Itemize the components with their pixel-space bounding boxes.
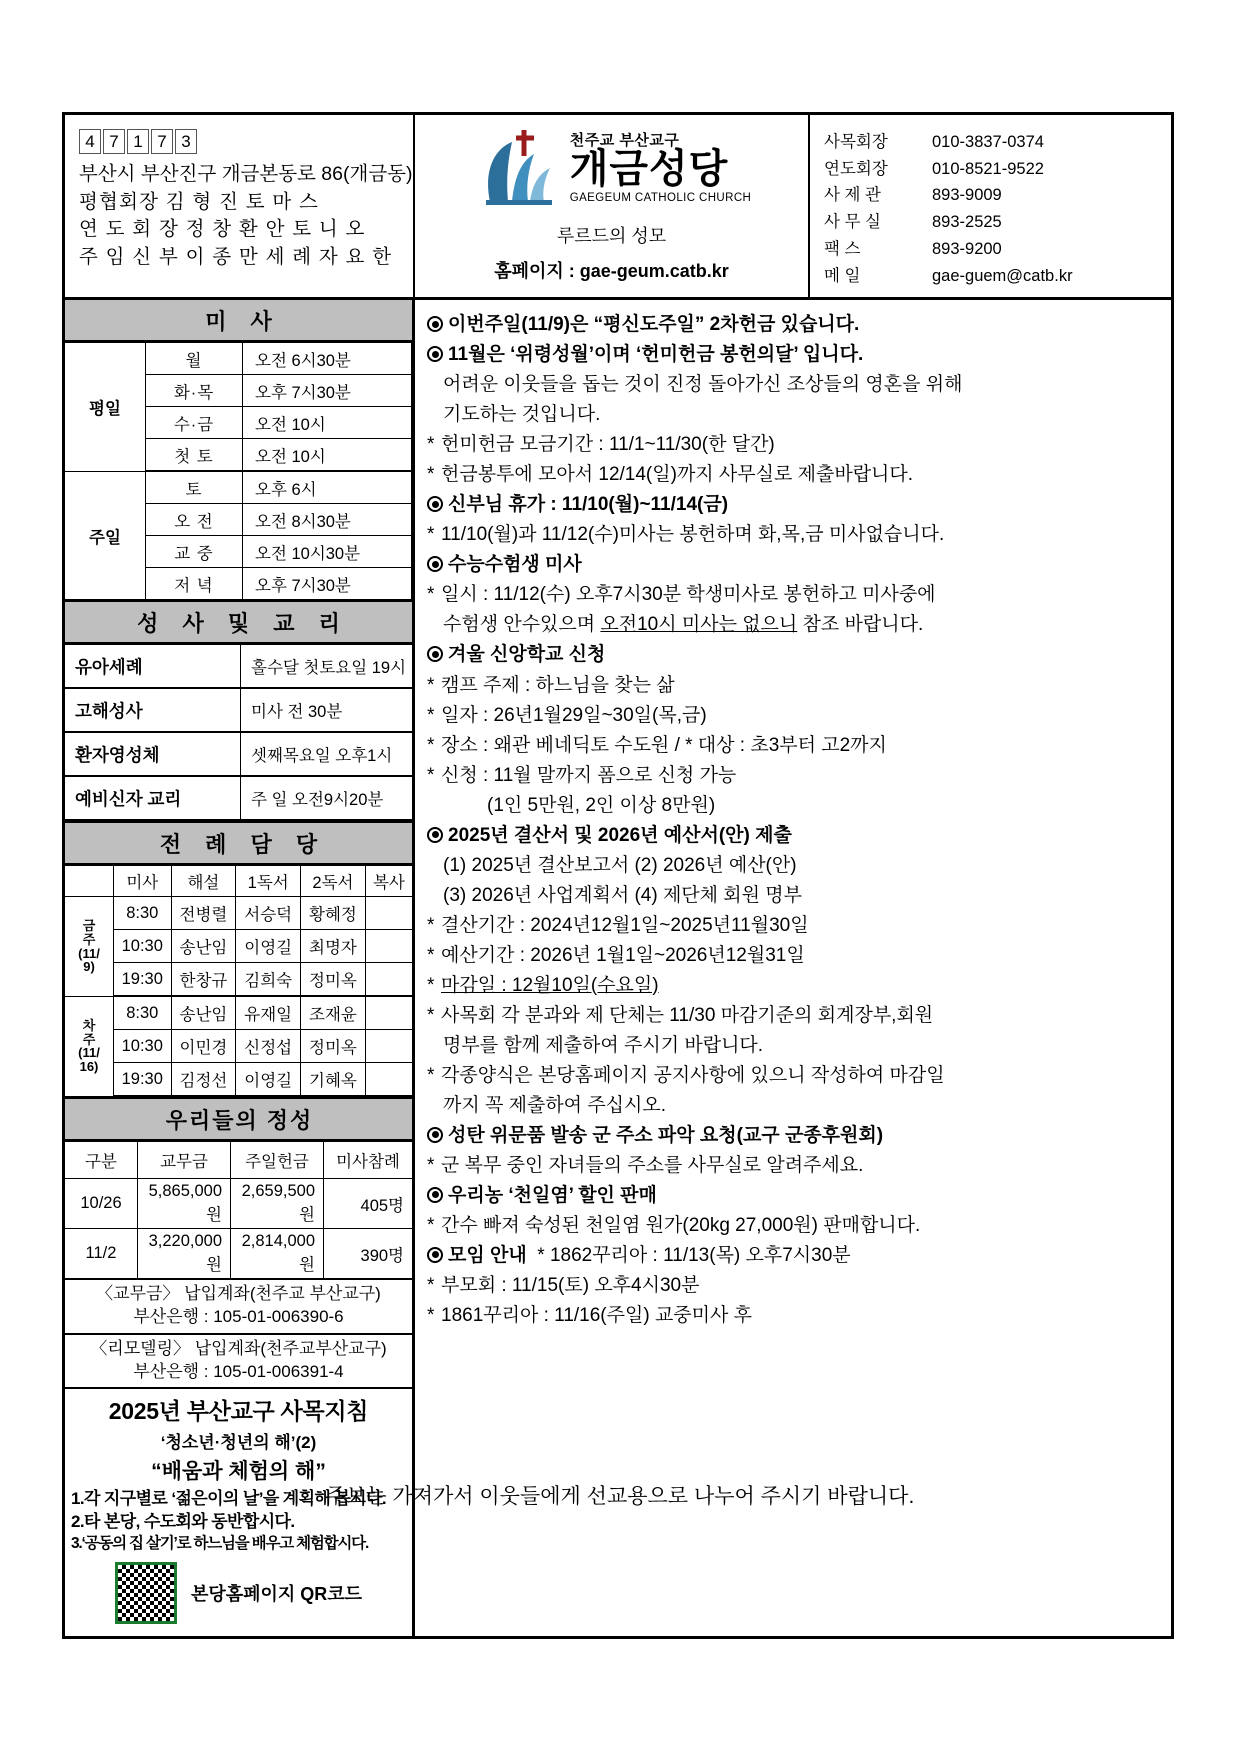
mass-day: 화·목 (146, 375, 243, 407)
church-logo (421, 123, 802, 215)
mass-day: 오 전 (146, 504, 243, 536)
liturgy-col-week (65, 866, 114, 897)
announcement-text: 까지 꼭 제출하여 주십시오. (443, 1094, 667, 1116)
announcement-text: 어려운 이웃들을 돕는 것이 진정 돌아가신 조상들의 영혼을 위해 (443, 374, 963, 396)
liturgy-section-title: 전 례 담 당 (65, 821, 412, 865)
announcement-item (427, 1151, 1163, 1181)
table-row (65, 963, 412, 997)
mass-schedule-table (65, 342, 412, 600)
mass-time: 오후 7시30분 (243, 375, 412, 407)
offering-table (65, 1141, 412, 1280)
table-row (65, 343, 412, 375)
announcement-item (427, 1001, 1163, 1031)
announcement-item (427, 520, 1163, 550)
pastoral-guideline-block (65, 1389, 412, 1636)
liturgy-server (365, 897, 412, 930)
account-dues (65, 1280, 412, 1335)
liturgy-col-mass: 미사 (114, 866, 172, 897)
guideline-title: 2025년 부산교구 사목지침 (108, 1398, 369, 1425)
sacrament-name: 유아세례 (65, 645, 241, 689)
announcement-item (427, 400, 1163, 430)
qr-code-label: 본당홈페이지 QR코드 (190, 1584, 363, 1605)
liturgy-reading1: 유재일 (236, 996, 301, 1030)
table-row (65, 1030, 412, 1063)
liturgy-server (365, 1063, 412, 1097)
liturgy-commentator: 송난임 (171, 930, 236, 963)
zipcode-digit: 1 (127, 129, 149, 154)
table-row (65, 897, 412, 930)
liturgy-commentator: 송난임 (171, 996, 236, 1030)
announcement-item (427, 550, 1163, 580)
announcements-column (415, 300, 1171, 1636)
table-row (65, 645, 412, 689)
role-lay-president: 평협회장 김 형 진 토 마 스 (79, 190, 320, 213)
table-row (65, 1229, 412, 1280)
table-row (65, 776, 412, 820)
asterisk-icon: * (427, 1274, 435, 1296)
liturgy-server (365, 963, 412, 997)
asterisk-icon: * (427, 434, 435, 456)
liturgy-col-server: 복사 (365, 866, 412, 897)
account-remodeling-number: 부산은행 : 105-01-006391-4 (133, 1361, 344, 1381)
week-label-line: (11/ (78, 945, 100, 961)
church-wordmark (570, 133, 752, 204)
account-remodeling (65, 1335, 412, 1390)
mass-day: 수·금 (146, 407, 243, 439)
filled-circle-icon (427, 316, 443, 332)
announcement-item (427, 1181, 1163, 1211)
asterisk-icon: * (427, 704, 435, 726)
liturgy-reading2: 정미옥 (301, 963, 366, 997)
offering-col-period: 구분 (65, 1142, 138, 1179)
contact-label: 사 제 관 (824, 186, 881, 205)
announcement-item (427, 370, 1163, 400)
account-remodeling-title: 〈리모델링〉 납입계좌(천주교부산교구) (90, 1338, 387, 1358)
announcement-item (427, 340, 1163, 370)
contact-value: 893-9200 (932, 239, 1002, 258)
liturgy-week-label-next (65, 996, 114, 1096)
account-dues-title: 〈교무금〉 납입계좌(천주교 부산교구) (96, 1284, 381, 1304)
offering-dues: 5,865,000원 (138, 1179, 231, 1229)
liturgy-time: 10:30 (114, 1030, 172, 1063)
table-header-row (65, 1142, 412, 1179)
announcement-text: 신청 : 11월 말까지 폼으로 신청 가능 (441, 764, 737, 786)
announcement-text-tail: * 1862꾸리아 : 11/13(목) 오후7시30분 (537, 1244, 851, 1266)
filled-circle-icon (427, 827, 443, 843)
announcement-item (427, 610, 1163, 640)
guideline-item: 1.각 지구별로 ‘젊은이의 날’을 계획해 봅시다. (71, 1489, 386, 1509)
guideline-subtitle-2: “배움과 체험의 해” (151, 1460, 326, 1484)
announcement-text-deadline: 마감일 : 12월10일(수요일) (441, 974, 659, 996)
week-label-line: 주 (82, 931, 96, 947)
announcement-text: 캠프 주제 : 하느님을 찾는 삶 (441, 674, 675, 696)
announcement-item (427, 1271, 1163, 1301)
liturgy-time: 19:30 (114, 1063, 172, 1097)
week-label-line: 9) (83, 959, 95, 975)
mass-group-sunday: 주일 (65, 471, 146, 600)
zipcode-digit: 7 (103, 129, 125, 154)
sacrament-value: 셋째목요일 오후1시 (241, 732, 413, 776)
table-row (65, 1063, 412, 1097)
asterisk-icon: * (427, 734, 435, 756)
mass-day: 월 (146, 343, 243, 375)
contact-row (824, 263, 1163, 290)
filled-circle-icon (427, 1247, 443, 1263)
offering-sunday: 2,659,500원 (231, 1179, 324, 1229)
announcement-text: 11/10(월)과 11/12(수)미사는 봉헌하며 화,목,금 미사없습니다. (441, 524, 945, 546)
announcement-item (427, 701, 1163, 731)
table-header-row (65, 866, 412, 897)
announcement-text: 기도하는 것입니다. (443, 404, 601, 426)
bulletin-page (62, 112, 1174, 1639)
liturgy-reading2: 조재윤 (301, 996, 366, 1030)
table-row (65, 732, 412, 776)
mass-time: 오전 6시30분 (243, 343, 412, 375)
contact-value: 010-8521-9522 (932, 159, 1044, 178)
announcement-text: 헌금봉투에 모아서 12/14(일)까지 사무실로 제출바랍니다. (441, 464, 914, 486)
announcement-item (427, 310, 1163, 340)
contact-row (824, 182, 1163, 209)
announcement-item (427, 671, 1163, 701)
offering-dues: 3,220,000원 (138, 1229, 231, 1280)
filled-circle-icon (427, 556, 443, 572)
announcement-text: 수능수험생 미사 (448, 554, 582, 576)
announcement-text: 예산기간 : 2026년 1월1일~2026년12월31일 (441, 944, 805, 966)
contact-row (824, 209, 1163, 236)
contact-label: 메 일 (824, 266, 861, 285)
asterisk-icon: * (427, 944, 435, 966)
contact-label: 사목회장 (824, 133, 888, 151)
announcement-text: 결산기간 : 2024년12월1일~2025년11월30일 (441, 914, 809, 936)
announcement-text: 일자 : 26년1월29일~30일(목,금) (441, 704, 707, 726)
liturgy-server (365, 930, 412, 963)
liturgy-reading2: 정미옥 (301, 1030, 366, 1063)
contact-row (824, 129, 1163, 156)
asterisk-icon: * (427, 974, 435, 996)
announcement-item (427, 941, 1163, 971)
liturgy-reading1: 이영길 (236, 1063, 301, 1097)
liturgy-reading1: 서승덕 (236, 897, 301, 930)
contact-row (824, 236, 1163, 263)
liturgy-col-reading1: 1독서 (236, 866, 301, 897)
liturgy-server (365, 1030, 412, 1063)
liturgy-col-commentator: 해설 (171, 866, 236, 897)
announcement-item (427, 430, 1163, 460)
announcement-text: 간수 빠져 숙성된 천일염 원가(20kg 27,000원) 판매합니다. (441, 1214, 921, 1236)
mass-time: 오전 8시30분 (243, 504, 412, 536)
announcement-text: 11월은 ‘위령성월’이며 ‘헌미헌금 봉헌의달’ 입니다. (448, 344, 864, 366)
announcement-item (427, 971, 1163, 1001)
offering-attendance: 390명 (324, 1229, 413, 1280)
announcement-emphasis: 오전10시 미사는 없으니 (600, 614, 798, 636)
filled-circle-icon (427, 1127, 443, 1143)
mass-day: 교 중 (146, 536, 243, 568)
contact-label: 사 무 실 (824, 213, 881, 232)
offering-col-sunday: 주일헌금 (231, 1142, 324, 1179)
mass-group-weekday: 평일 (65, 343, 146, 472)
announcement-text: 명부를 함께 제출하여 주시기 바랍니다. (443, 1034, 764, 1056)
church-name: 개금성당 (569, 147, 729, 192)
liturgy-reading1: 김희숙 (236, 963, 301, 997)
announcement-item (427, 1301, 1163, 1331)
announcement-text: (1) 2025년 결산보고서 (2) 2026년 예산(안) (443, 854, 797, 876)
announcement-item (427, 1061, 1163, 1091)
zipcode-digit: 4 (79, 129, 101, 154)
table-row (65, 996, 412, 1030)
asterisk-icon: * (427, 1154, 435, 1176)
week-label-line: 주 (82, 1031, 96, 1047)
announcement-text: 수험생 안수있으며 (443, 614, 601, 636)
liturgy-commentator: 이민경 (171, 1030, 236, 1063)
filled-circle-icon (427, 496, 443, 512)
announcement-item (427, 1031, 1163, 1061)
week-label-line: 금 (82, 918, 96, 934)
offering-date: 11/2 (65, 1229, 138, 1280)
liturgy-reading2: 기혜옥 (301, 1063, 366, 1097)
announcement-text: 장소 : 왜관 베네딕토 수도원 / * 대상 : 초3부터 고2까지 (441, 734, 887, 756)
table-row (65, 1179, 412, 1229)
announcement-item (427, 1091, 1163, 1121)
announcement-item (427, 1241, 1163, 1271)
liturgy-reading1: 이영길 (236, 930, 301, 963)
offering-sunday: 2,814,000원 (231, 1229, 324, 1280)
announcement-item (427, 761, 1163, 791)
church-address: 부산시 부산진구 개금본동로 86(개금동) (79, 163, 413, 185)
mass-day: 토 (146, 471, 243, 504)
church-homepage: 홈페이지 : gae-geum.catb.kr (494, 261, 729, 281)
offering-attendance: 405명 (324, 1179, 413, 1229)
asterisk-icon: * (427, 1214, 435, 1236)
liturgy-server (365, 996, 412, 1030)
week-label-line: 차 (82, 1018, 96, 1034)
announcement-item (427, 791, 1163, 821)
liturgy-time: 8:30 (114, 996, 172, 1030)
footer-note: 주보는 가져가서 이웃들에게 선교용으로 나누어 주시기 바랍니다. (325, 1485, 915, 1508)
contact-value: 893-2525 (932, 213, 1002, 232)
announcement-text: 모임 안내 (448, 1244, 527, 1266)
week-label-line: 16) (79, 1058, 99, 1074)
sacrament-value: 미사 전 30분 (241, 688, 413, 732)
asterisk-icon: * (427, 584, 435, 606)
announcement-text-tail: 참조 바랍니다. (797, 614, 924, 636)
zipcode-digit: 7 (151, 129, 173, 154)
sacrament-value: 홀수달 첫토요일 19시 (241, 645, 413, 689)
guideline-item: 2.타 본당, 수도회와 동반합시다. (71, 1511, 295, 1531)
bulletin-header (65, 115, 1171, 300)
table-row (65, 688, 412, 732)
role-prayer-president: 연 도 회 장 정 창 환 안 토 니 오 (79, 218, 366, 241)
announcement-item (427, 490, 1163, 520)
sacrament-name: 환자영성체 (65, 732, 241, 776)
liturgy-time: 19:30 (114, 963, 172, 997)
liturgy-commentator: 한창규 (171, 963, 236, 997)
asterisk-icon: * (427, 1064, 435, 1086)
week-label-line: (11/ (78, 1045, 100, 1061)
announcement-item (427, 580, 1163, 610)
sacraments-section-title: 성 사 및 교 리 (65, 600, 412, 644)
announcement-text: (3) 2026년 사업계획서 (4) 제단체 회원 명부 (443, 884, 802, 906)
sacraments-table (65, 644, 412, 821)
filled-circle-icon (427, 646, 443, 662)
announcement-item (427, 911, 1163, 941)
zipcode (79, 129, 403, 154)
asterisk-icon: * (427, 764, 435, 786)
offering-col-attendance: 미사참례 (324, 1142, 413, 1179)
liturgy-col-reading2: 2독서 (301, 866, 366, 897)
announcement-item (427, 731, 1163, 761)
asterisk-icon: * (427, 1004, 435, 1026)
filled-circle-icon (427, 346, 443, 362)
qr-code-icon[interactable] (115, 1562, 177, 1624)
sacrament-name: 예비신자 교리 (65, 776, 241, 820)
asterisk-icon: * (427, 674, 435, 696)
header-contact-block (810, 115, 1171, 297)
mass-time: 오전 10시 (243, 439, 412, 472)
announcement-text: (1인 5만원, 2인 이상 8만원) (487, 794, 716, 816)
asterisk-icon: * (427, 1304, 435, 1326)
mass-day: 저 녁 (146, 568, 243, 600)
announcement-spacer (527, 1245, 538, 1266)
left-column (65, 300, 415, 1636)
announcement-text: 이번주일(11/9)은 “평신도주일” 2차헌금 있습니다. (448, 314, 860, 336)
announcement-text: 1861꾸리아 : 11/16(주일) 교중미사 후 (441, 1304, 752, 1326)
liturgy-commentator: 전병렬 (171, 897, 236, 930)
announcement-item (427, 1121, 1163, 1151)
mass-time: 오후 7시30분 (243, 568, 412, 600)
offering-col-dues: 교무금 (138, 1142, 231, 1179)
contact-value: 893-9009 (932, 186, 1002, 205)
announcement-item (427, 640, 1163, 670)
mass-day: 첫 토 (146, 439, 243, 472)
announcement-item (427, 881, 1163, 911)
liturgy-reading2: 황혜정 (301, 897, 366, 930)
announcement-text: 부모회 : 11/15(토) 오후4시30분 (441, 1274, 700, 1296)
announcement-text: 신부님 휴가 : 11/10(월)~11/14(금) (448, 494, 729, 516)
table-row (65, 930, 412, 963)
church-emblem-icon (472, 126, 564, 212)
announcement-text: 2025년 결산서 및 2026년 예산서(안) 제출 (448, 824, 792, 846)
liturgy-reading2: 최명자 (301, 930, 366, 963)
announcement-text: 성탄 위문품 발송 군 주소 파악 요청(교구 군종후원회) (448, 1124, 884, 1146)
liturgy-week-label-this (65, 897, 114, 997)
announcement-item (427, 851, 1163, 881)
announcement-item (427, 1211, 1163, 1241)
announcement-text: 일시 : 11/12(수) 오후7시30분 학생미사로 봉헌하고 미사중에 (441, 584, 936, 606)
liturgy-reading1: 신정섭 (236, 1030, 301, 1063)
asterisk-icon: * (427, 464, 435, 486)
guideline-subtitle-1: ‘청소년·청년의 해’(2) (160, 1433, 317, 1453)
mass-time: 오전 10시 (243, 407, 412, 439)
mass-section-title: 미 사 (65, 300, 412, 342)
bulletin-body (65, 300, 1171, 1636)
liturgy-commentator: 김정선 (171, 1063, 236, 1097)
sacrament-value: 주 일 오전9시20분 (241, 776, 413, 820)
offering-date: 10/26 (65, 1179, 138, 1229)
diocese-label: 천주교 부산교구 (569, 132, 680, 150)
contact-label: 연도회장 (824, 159, 888, 178)
sacrament-name: 고해성사 (65, 688, 241, 732)
announcement-item (427, 821, 1163, 851)
asterisk-icon: * (427, 914, 435, 936)
filled-circle-icon (427, 1187, 443, 1203)
zipcode-digit: 3 (175, 129, 197, 154)
qr-row (71, 1562, 406, 1630)
contact-row (824, 156, 1163, 183)
offering-section-title: 우리들의 정성 (65, 1097, 412, 1141)
role-parish-priest: 주 임 신 부 이 종 만 세 례 자 요 한 (79, 246, 393, 269)
church-patron: 루르드의 성모 (556, 226, 667, 246)
account-dues-number: 부산은행 : 105-01-006390-6 (133, 1307, 344, 1327)
contact-label: 팩 스 (824, 239, 861, 258)
contact-value: 010-3837-0374 (932, 133, 1044, 151)
liturgy-time: 10:30 (114, 930, 172, 963)
contact-value: gae-guem@catb.kr (932, 266, 1073, 285)
liturgy-time: 8:30 (114, 897, 172, 930)
asterisk-icon: * (427, 524, 435, 546)
announcement-text: 각종양식은 본당홈페이지 공지사항에 있으니 작성하여 마감일 (441, 1064, 945, 1086)
announcement-item (427, 460, 1163, 490)
announcement-text: 헌미헌금 모금기간 : 11/1~11/30(한 달간) (441, 434, 775, 456)
guideline-item: 3.‘공동의 집 살기’로 하느님을 배우고 체험합시다. (71, 1534, 369, 1552)
mass-time: 오전 10시30분 (243, 536, 412, 568)
liturgy-duty-table (65, 865, 412, 1097)
table-row (65, 471, 412, 504)
announcement-text: 사목회 각 분과와 제 단체는 11/30 마감기준의 회계장부,회원 (441, 1004, 934, 1026)
header-logo-block (415, 115, 810, 297)
mass-time: 오후 6시 (243, 471, 412, 504)
announcement-text: 겨울 신앙학교 신청 (448, 644, 606, 666)
header-address-block (65, 115, 415, 297)
announcement-text: 군 복무 중인 자녀들의 주소를 사무실로 알려주세요. (441, 1154, 864, 1176)
announcement-text: 우리농 ‘천일염’ 할인 판매 (448, 1184, 657, 1206)
church-name-en: GAEGEUM CATHOLIC CHURCH (569, 192, 752, 205)
